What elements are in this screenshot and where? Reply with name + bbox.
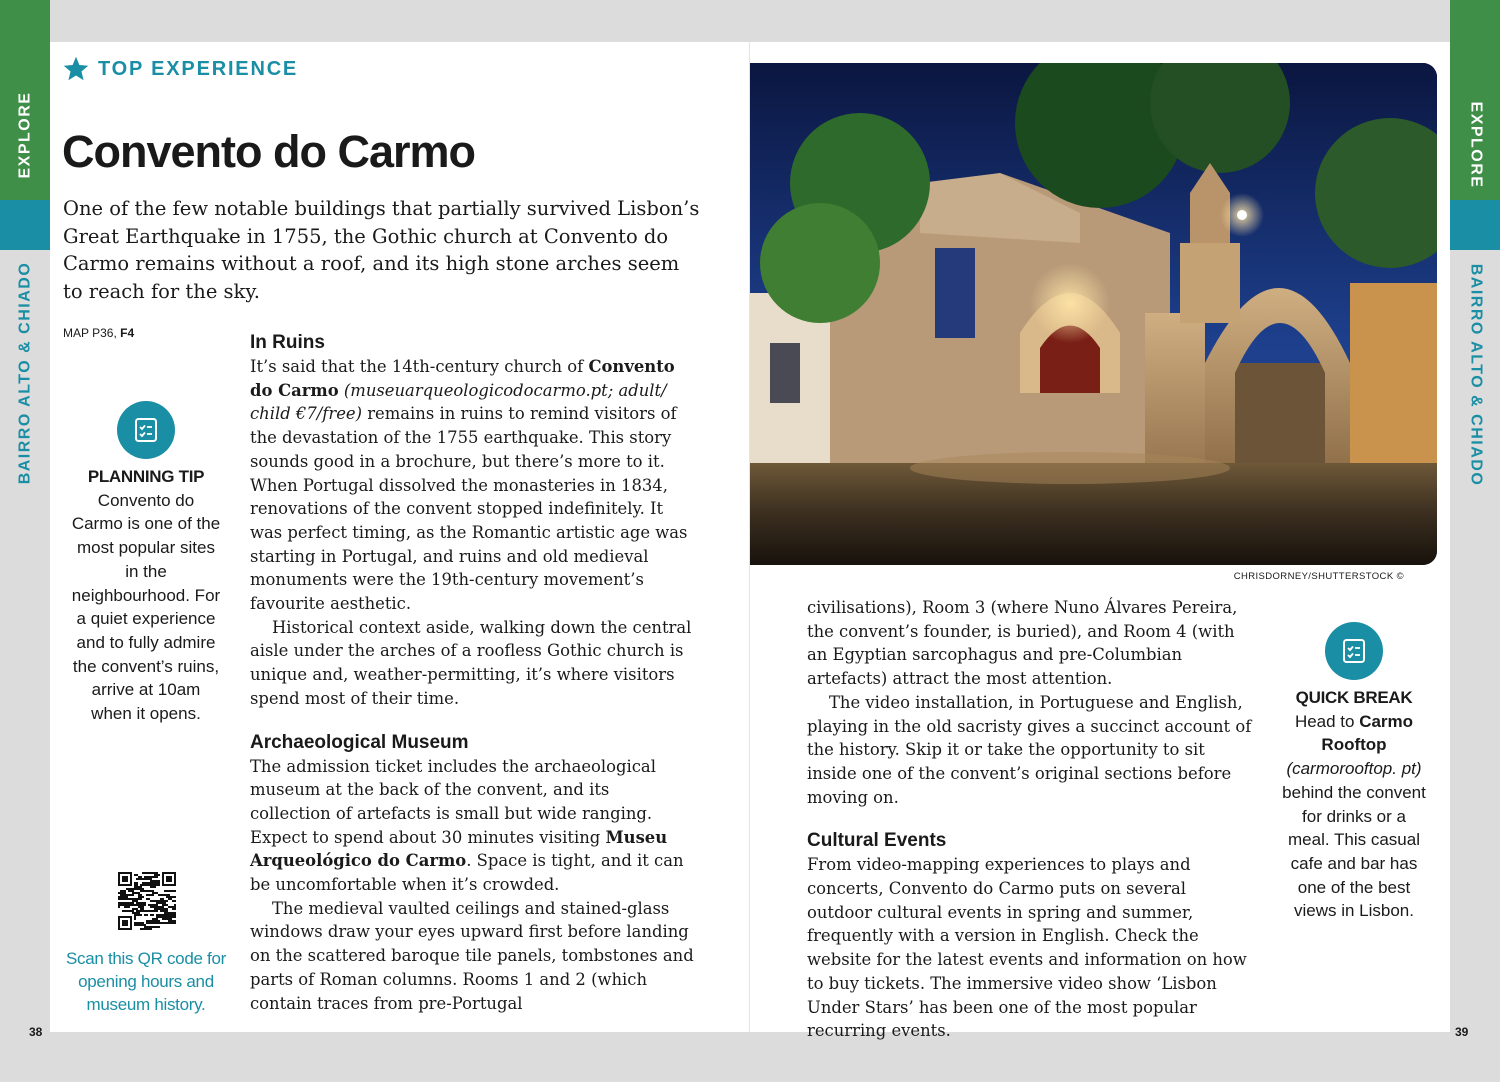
page-title: Convento do Carmo xyxy=(62,126,476,177)
left-text-column xyxy=(250,331,694,1015)
left-district-tab xyxy=(0,200,50,250)
section-heading-events: Cultural Events xyxy=(807,830,947,852)
right-district-label: BAIRRO ALTO & CHIADO xyxy=(1467,263,1484,486)
map-reference: MAP P36, F4 xyxy=(63,326,135,340)
planning-tip xyxy=(70,465,222,726)
quick-break xyxy=(1282,686,1426,923)
quick-break-heading: QUICK BREAK xyxy=(1295,688,1413,707)
ruins-paragraph-1: It’s said that the 14th-century church of Convento do Carmo (museuarqueologicodocarmo.pt; adult/ child €7/free) remains in ruins to remind visitors of the devastation of the 1755 earthquake. This story sounds good in a brochure, but there’s more to it. When Portugal dissolved the monasteries in 1834, renovations of the convent stopped indefinitely. It was perfect timing, as the Romantic artistic age was starting in Portugal, and ruins and old medieval monuments were the 19th-century movement’s favourite aesthetic. xyxy=(250,357,688,614)
right-district-tab xyxy=(1450,200,1500,250)
left-explore-label: EXPLORE xyxy=(16,91,33,179)
page-number-right: 39 xyxy=(1455,1025,1469,1039)
intro-paragraph: One of the few notable buildings that partially survived Lisbon’s Great Earthquake in 1755, the Gothic church at Convento do Carmo remains without a roof, and its high stone arches seem to reach for the sky. xyxy=(63,197,700,303)
star-icon xyxy=(62,55,90,83)
convento-photo xyxy=(750,63,1437,565)
top-experience-label: TOP EXPERIENCE xyxy=(98,57,299,80)
checklist-icon xyxy=(1325,622,1383,680)
museum-paragraph-2: The medieval vaulted ceilings and stained-glass windows draw your eyes upward first before landing on the scattered baroque tile panels, tombstones and parts of Roman columns. Rooms 1 and 2 (which contain traces from pre-Portugal xyxy=(250,898,694,1013)
events-paragraph-1: From video-mapping experiences to plays and concerts, Convento do Carmo puts on several outdoor cultural events in spring and summer, frequently with a version in English. Check the website for the latest events and information on how to buy tickets. The immersive video show ‘Lisbon Under Stars’ has been one of the most popular recurring events. xyxy=(807,855,1247,1041)
right-explore-label: EXPLORE xyxy=(1467,101,1484,189)
right-text-column xyxy=(807,596,1253,1043)
page-number-left: 38 xyxy=(29,1025,43,1039)
museum-paragraph-1: The admission ticket includes the archaeological museum at the back of the convent, and its collection of artefacts is small but wide ranging. Expect to spend about 30 minutes visiting Museu Arqueológico do Carmo. Space is tight, and it can be uncomfortable when it’s crowded. xyxy=(250,756,684,895)
continued-paragraph-2: The video installation, in Portuguese and English, playing in the old sacristy gives a succinct account of the history. Skip it or take the opportunity to sit inside one of the convent’s original sections before moving on. xyxy=(807,692,1252,807)
planning-tip-heading: PLANNING TIP xyxy=(87,467,205,486)
ruins-paragraph-2: Historical context aside, walking down the central aisle under the arches of a roofless Gothic church is unique and, weather-permitting, it’s where visitors spend most of their time. xyxy=(250,617,692,708)
left-district-label: BAIRRO ALTO & CHIADO xyxy=(16,261,33,484)
checklist-icon xyxy=(117,401,175,459)
continued-paragraph-1: civilisations), Room 3 (where Nuno Álvares Pereira, the convent’s founder, is buried), and Room 4 (with an Egyptian sarcophagus and pre-Columbian artefacts) attract the most attention. xyxy=(807,598,1238,689)
qr-caption: Scan this QR code for opening hours and museum history. xyxy=(66,949,226,1014)
quick-break-body: Head to Carmo Rooftop (carmorooftop. pt) behind the convent for drinks or a meal. This casual cafe and bar has one of the best views in Lisbon. xyxy=(1282,711,1426,921)
top-experience-header xyxy=(62,55,298,83)
section-heading-museum: Archaeological Museum xyxy=(250,731,469,753)
planning-tip-body: Convento do Carmo is one of the most popular sites in the neighbourhood. For a quiet experience and to fully admire the convent’s ruins, arrive at 10am when it opens. xyxy=(71,490,221,724)
website-reference: (museuarqueologicodocarmo.pt; adult/ child €7/free) xyxy=(250,380,667,424)
photo-credit: CHRISDORNEY/SHUTTERSTOCK © xyxy=(1233,571,1404,582)
section-heading-in-ruins: In Ruins xyxy=(250,332,325,353)
convento-link: Convento do Carmo xyxy=(250,357,675,400)
qr-code-icon[interactable] xyxy=(118,872,176,930)
